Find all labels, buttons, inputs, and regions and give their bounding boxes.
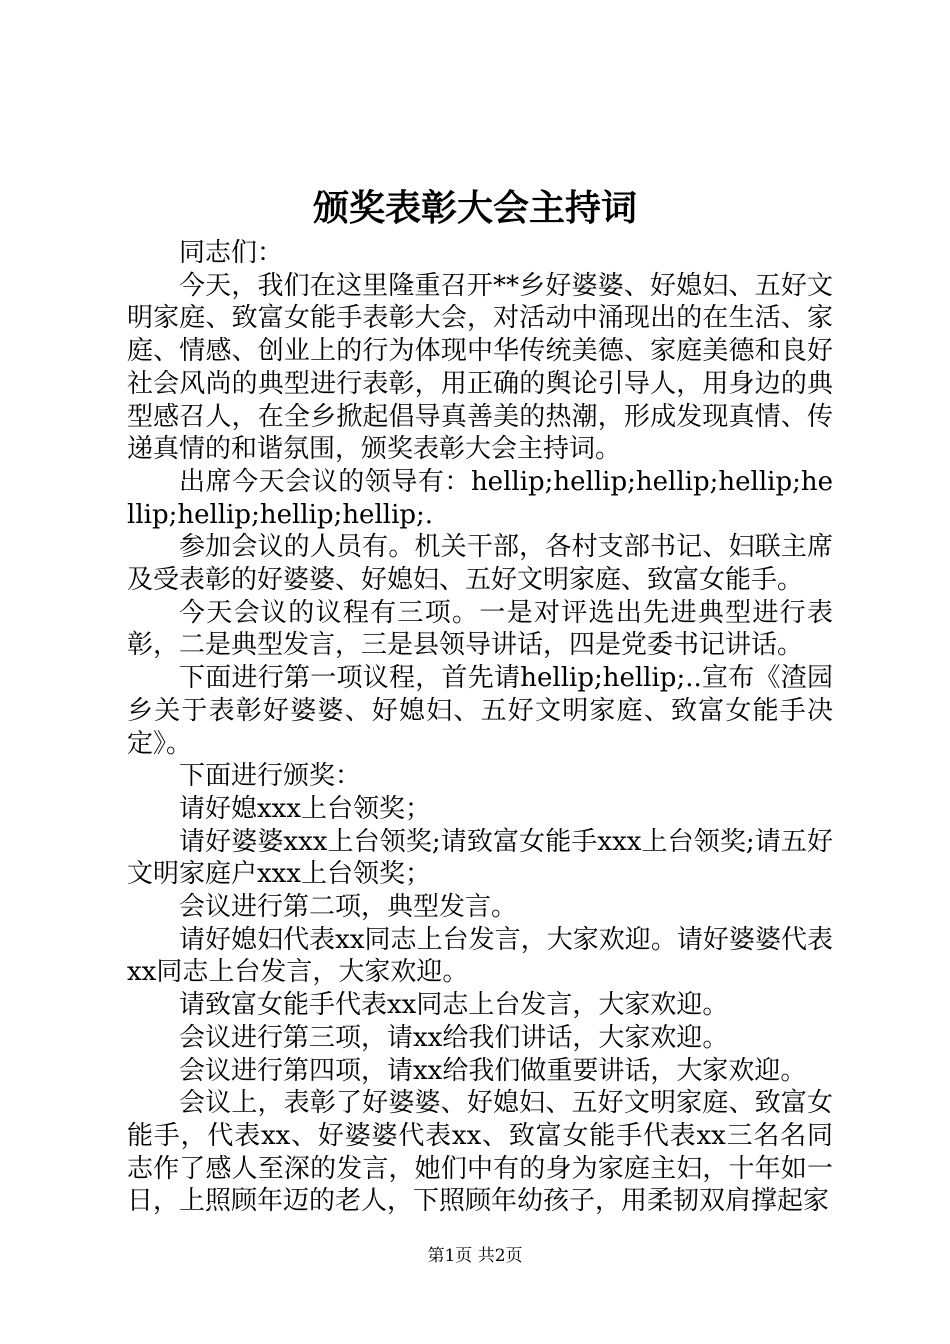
paragraph-second-item: 会议进行第二项，典型发言。 <box>179 892 518 923</box>
paragraph-greeting: 同志们： <box>179 238 284 268</box>
paragraph-awards: 下面进行颁奖： <box>179 761 362 792</box>
paragraph-speeches-1: 请好媳妇代表xx同志上台发言，大家欢迎。请好婆婆代表xx同志上台发言，大家欢迎。 <box>127 924 833 988</box>
paragraph-attending-leaders: 出席今天会议的领导有：hellip;hellip;hellip;hellip;hellip;hellip;hellip;hellip;. <box>127 466 833 530</box>
paragraph-fourth-item: 会议进行第四项，请xx给我们做重要讲话，大家欢迎。 <box>179 1055 807 1086</box>
paragraph-award-1: 请好媳xxx上台领奖； <box>179 793 431 824</box>
paragraph-participants: 参加会议的人员有。机关干部，各村支部书记、妇联主席及受表彰的好婆婆、好媳妇、五好文明家庭、致富女能手。 <box>127 532 833 596</box>
paragraph-speeches-2: 请致富女能手代表xx同志上台发言，大家欢迎。 <box>179 990 729 1021</box>
paragraph-summary: 会议上，表彰了好婆婆、好媳妇、五好文明家庭、致富女能手，代表xx、好婆婆代表xx、致富女能手代表xx三名名同志作了感人至深的发言，她们中有的身为家庭主妇，十年如一日，上照顾年迈的老人，下照顾年幼孩子，用柔韧双肩撑起家 <box>127 1088 833 1217</box>
paragraph-first-item: 下面进行第一项议程，首先请hellip;hellip;..宣布《渣园乡关于表彰好婆婆、好媳妇、五好文明家庭、致富女能手决定》。 <box>127 663 833 759</box>
paragraph-agenda: 今天会议的议程有三项。一是对评选出先进典型进行表彰，二是典型发言，三是县领导讲话，四是党委书记讲话。 <box>127 597 833 661</box>
paragraph-third-item: 会议进行第三项，请xx给我们讲话，大家欢迎。 <box>179 1022 729 1053</box>
page-number: 第1页 共2页 <box>427 1246 523 1266</box>
paragraph-award-2: 请好婆婆xxx上台领奖;请致富女能手xxx上台领奖;请五好文明家庭户xxx上台领奖； <box>127 826 833 890</box>
paragraph-intro: 今天，我们在这里隆重召开**乡好婆婆、好媳妇、五好文明家庭、致富女能手表彰大会，对活动中涌现出的在生活、家庭、情感、创业上的行为体现中华传统美德、家庭美德和良好社会风尚的典型进行表彰，用正确的舆论引导人，用身边的典型感召人，在全乡掀起倡导真善美的热潮，形成发现真情、传递真情的和谐氛围，颁奖表彰大会主持词。 <box>127 270 833 465</box>
document-body <box>127 237 833 1218</box>
document-title: 颁奖表彰大会主持词 <box>312 187 637 229</box>
